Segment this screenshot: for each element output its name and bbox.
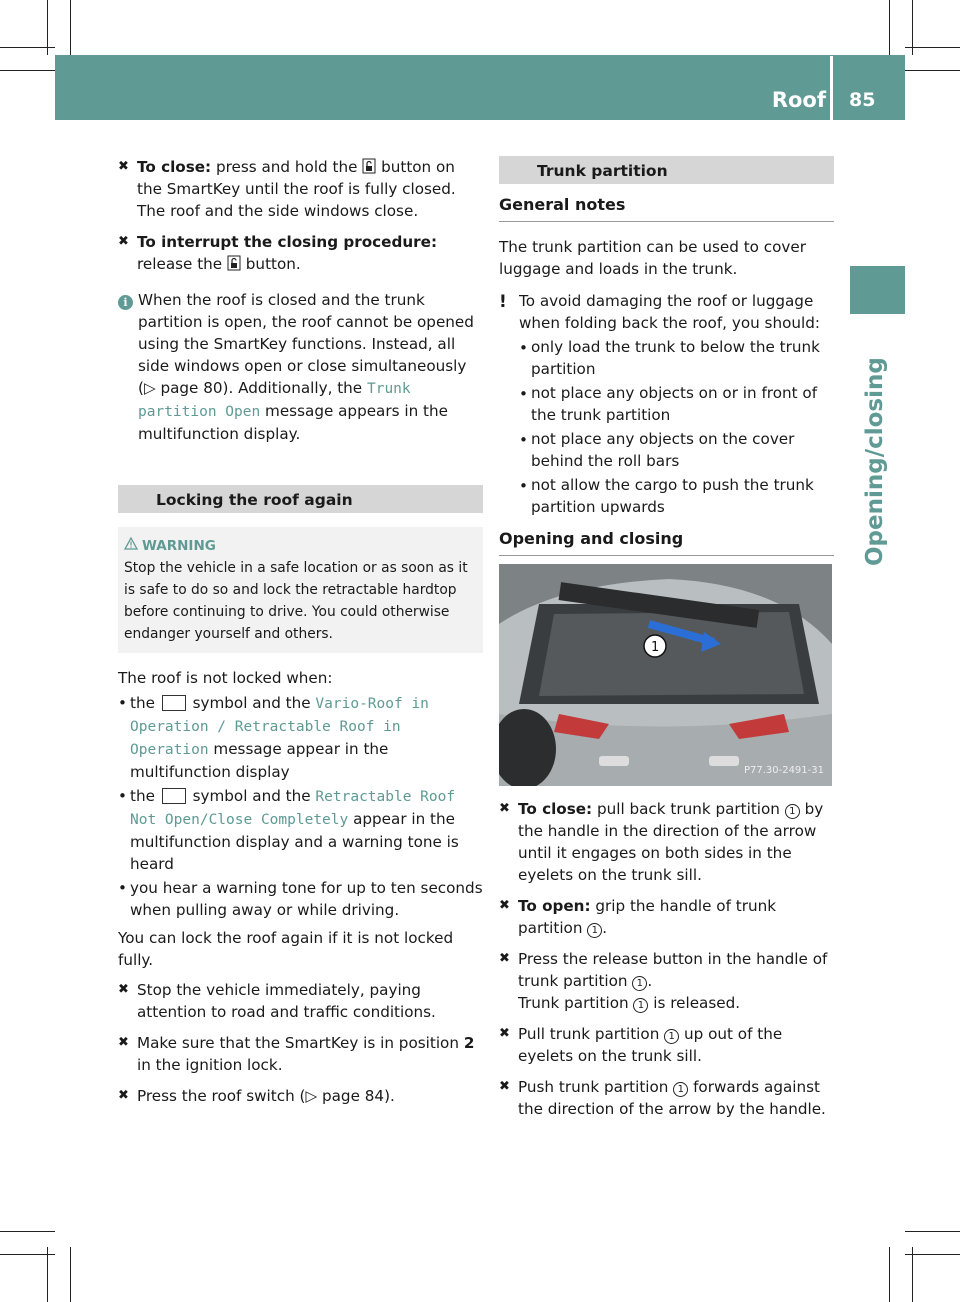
step-result: is released. — [653, 994, 741, 1012]
side-tab-label: Opening/closing — [862, 357, 888, 566]
warning-label: WARNING — [142, 538, 216, 554]
page-title: Roof — [771, 88, 826, 112]
crop-mark — [905, 1231, 960, 1232]
bullet-icon: • — [519, 477, 528, 495]
crop-mark — [0, 70, 55, 71]
step-text: Push trunk partition — [518, 1078, 669, 1096]
crop-mark — [889, 1247, 890, 1302]
step-text: pull back trunk partition — [596, 800, 780, 818]
bullet-text: not allow the cargo to push the trunk partition upwards — [531, 476, 814, 516]
step-text: Press the release button in the handle of trunk partition — [518, 950, 828, 990]
crop-mark — [70, 0, 71, 55]
step-text: up out of the eyelets on the trunk sill. — [518, 1025, 783, 1065]
bullet-text: not place any objects on the cover behind the roll bars — [531, 430, 795, 470]
crop-mark — [47, 0, 48, 55]
step-text: by the handle in the direction of the arrow until it engages on both sides in the eyelets on the trunk sill. — [518, 800, 824, 884]
step-text: Pull trunk partition — [518, 1025, 660, 1043]
step-text: forwards against the direction of the arrow by the handle. — [518, 1078, 826, 1118]
step-lead: To open: — [518, 897, 591, 915]
list-item — [519, 428, 834, 472]
crop-mark — [912, 1247, 913, 1302]
crop-mark — [0, 1231, 55, 1232]
crop-mark — [889, 0, 890, 55]
list-item — [118, 785, 483, 875]
step-arrow-icon: ✖ — [499, 801, 510, 816]
step-text: . — [647, 972, 653, 990]
subsection-heading: General notes — [499, 194, 834, 222]
list-item — [519, 382, 834, 426]
step-text: button. — [245, 255, 301, 273]
note-text: ). Additionally, the — [222, 379, 363, 397]
step-lead: To interrupt the closing procedure: — [137, 233, 438, 251]
image-reference-code: P77.30-2491-31 — [743, 765, 824, 776]
step-text: Press the roof switch ( — [137, 1087, 306, 1105]
page-ref[interactable]: page 80 — [160, 379, 223, 397]
lock-icon — [227, 255, 241, 271]
step-smartkey — [118, 1032, 483, 1076]
warning-box — [118, 527, 483, 653]
list-item — [519, 336, 834, 380]
list-item — [118, 877, 483, 921]
bullet-icon: • — [519, 431, 528, 449]
step-text: release the — [137, 255, 223, 273]
bullet-icon: • — [118, 879, 127, 897]
warning-title — [124, 535, 477, 557]
bullet-text: appear in the multifunction display and a warning tone is heard — [130, 810, 459, 873]
photo-callout: 1 — [651, 640, 660, 655]
left-column — [118, 156, 483, 1116]
crop-mark — [905, 47, 960, 48]
section-heading: Trunk partition — [499, 156, 834, 184]
bullet-text: the — [130, 787, 155, 805]
paragraph: You can lock the roof again if it is not locked fully. — [118, 929, 454, 969]
step-text: Make sure that the SmartKey is in position — [137, 1034, 459, 1052]
callout-number: 1 — [664, 1029, 679, 1044]
bullet-text: symbol and the — [192, 694, 311, 712]
step-arrow-icon: ✖ — [499, 898, 510, 913]
bullet-icon: • — [519, 385, 528, 403]
caution-note — [499, 290, 834, 518]
step-arrow-icon: ✖ — [499, 951, 510, 966]
step-stop-vehicle — [118, 979, 483, 1023]
list-item — [118, 692, 483, 783]
step-close-partition — [499, 798, 834, 886]
step-pull-partition — [499, 1023, 834, 1067]
callout-number: 1 — [587, 923, 602, 938]
step-lead: To close: — [137, 158, 212, 176]
paragraph: The roof is not locked when: — [118, 669, 333, 687]
display-message: Trunk partition Open — [138, 381, 411, 420]
crop-mark — [905, 70, 960, 71]
trunk-partition-photo — [499, 564, 832, 786]
display-message: Vario-Roof in Operation / Retractable Roof in Operation — [130, 696, 429, 758]
step-text: Stop the vehicle immediately, paying attention to road and traffic conditions. — [137, 981, 436, 1021]
warning-triangle-icon — [124, 537, 138, 550]
step-close-roof — [118, 156, 483, 222]
right-column — [499, 156, 834, 1129]
page-ref[interactable]: page 84 — [321, 1087, 385, 1105]
section-heading: Locking the roof again — [118, 485, 483, 513]
page-ref-arrow-icon: ▷ — [305, 1087, 322, 1105]
callout-number: 1 — [632, 976, 647, 991]
step-arrow-icon: ✖ — [118, 982, 129, 997]
step-arrow-icon: ✖ — [118, 1035, 129, 1050]
step-arrow-icon: ✖ — [118, 1088, 129, 1103]
convertible-roof-icon — [162, 695, 186, 711]
step-lead: To close: — [518, 800, 593, 818]
bullet-text: only load the trunk to below the trunk partition — [531, 338, 820, 378]
convertible-roof-icon — [162, 788, 186, 804]
step-interrupt — [118, 231, 483, 275]
step-text: in the ignition lock. — [137, 1056, 283, 1074]
step-open-partition — [499, 895, 834, 939]
side-tab-block — [850, 266, 905, 314]
callout-number: 1 — [633, 998, 648, 1013]
header-divider — [830, 56, 833, 120]
info-icon: i — [118, 290, 133, 312]
trunk-illustration — [499, 564, 832, 786]
crop-mark — [905, 1254, 960, 1255]
key-position: 2 — [463, 1034, 475, 1052]
info-note — [118, 289, 483, 445]
step-text: . — [602, 919, 608, 937]
callout-number: 1 — [673, 1082, 688, 1097]
step-press-release — [499, 948, 834, 1014]
bullet-text: message appear in the multifunction display — [130, 740, 389, 781]
list-item — [519, 474, 834, 518]
step-result: Trunk partition — [518, 994, 629, 1012]
step-press-roof-switch — [118, 1085, 483, 1107]
caution-icon: ! — [499, 292, 507, 312]
step-text: grip the handle of trunk partition — [518, 897, 777, 937]
step-arrow-icon: ✖ — [118, 234, 129, 249]
bullet-icon: • — [118, 694, 127, 712]
note-text: When the roof is closed and the trunk partition is open, the roof cannot be opened using the SmartKey functions. Instead, all side windows open or close simultaneously ( — [138, 291, 474, 397]
crop-mark — [47, 1247, 48, 1302]
subsection-heading: Opening and closing — [499, 528, 834, 556]
step-result: The roof and the side windows close. — [137, 202, 419, 220]
bullet-text: not place any objects on or in front of the trunk partition — [531, 384, 818, 424]
bullet-icon: • — [118, 787, 127, 805]
step-arrow-icon: ✖ — [499, 1026, 510, 1041]
step-arrow-icon: ✖ — [118, 159, 129, 174]
paragraph: The trunk partition can be used to cover luggage and loads in the trunk. — [499, 238, 806, 278]
step-push-partition — [499, 1076, 834, 1120]
step-arrow-icon: ✖ — [499, 1079, 510, 1094]
step-text: ). — [384, 1087, 395, 1105]
step-text: button on the SmartKey until the roof is fully closed. — [137, 158, 456, 198]
display-message: Retractable Roof Not Open/Close Completely — [130, 789, 456, 828]
lock-icon — [362, 158, 376, 174]
step-text: press and hold the — [215, 158, 358, 176]
page-ref-arrow-icon: ▷ — [143, 379, 161, 397]
note-text: To avoid damaging the roof or luggage when folding back the roof, you should: — [519, 292, 820, 332]
crop-mark — [912, 0, 913, 55]
callout-number: 1 — [785, 804, 800, 819]
bullet-text: the — [130, 694, 155, 712]
bullet-text: symbol and the — [192, 787, 311, 805]
note-text: message appears in the multifunction display. — [138, 402, 448, 443]
page-number: 85 — [849, 89, 876, 111]
bullet-text: you hear a warning tone for up to ten seconds when pulling away or while driving. — [130, 879, 483, 919]
bullet-icon: • — [519, 339, 528, 357]
crop-mark — [70, 1247, 71, 1302]
warning-body: Stop the vehicle in a safe location or as soon as it is safe to do so and lock the retractable hardtop before continuing to drive. You could otherwise endanger yourself and others. — [124, 560, 468, 642]
